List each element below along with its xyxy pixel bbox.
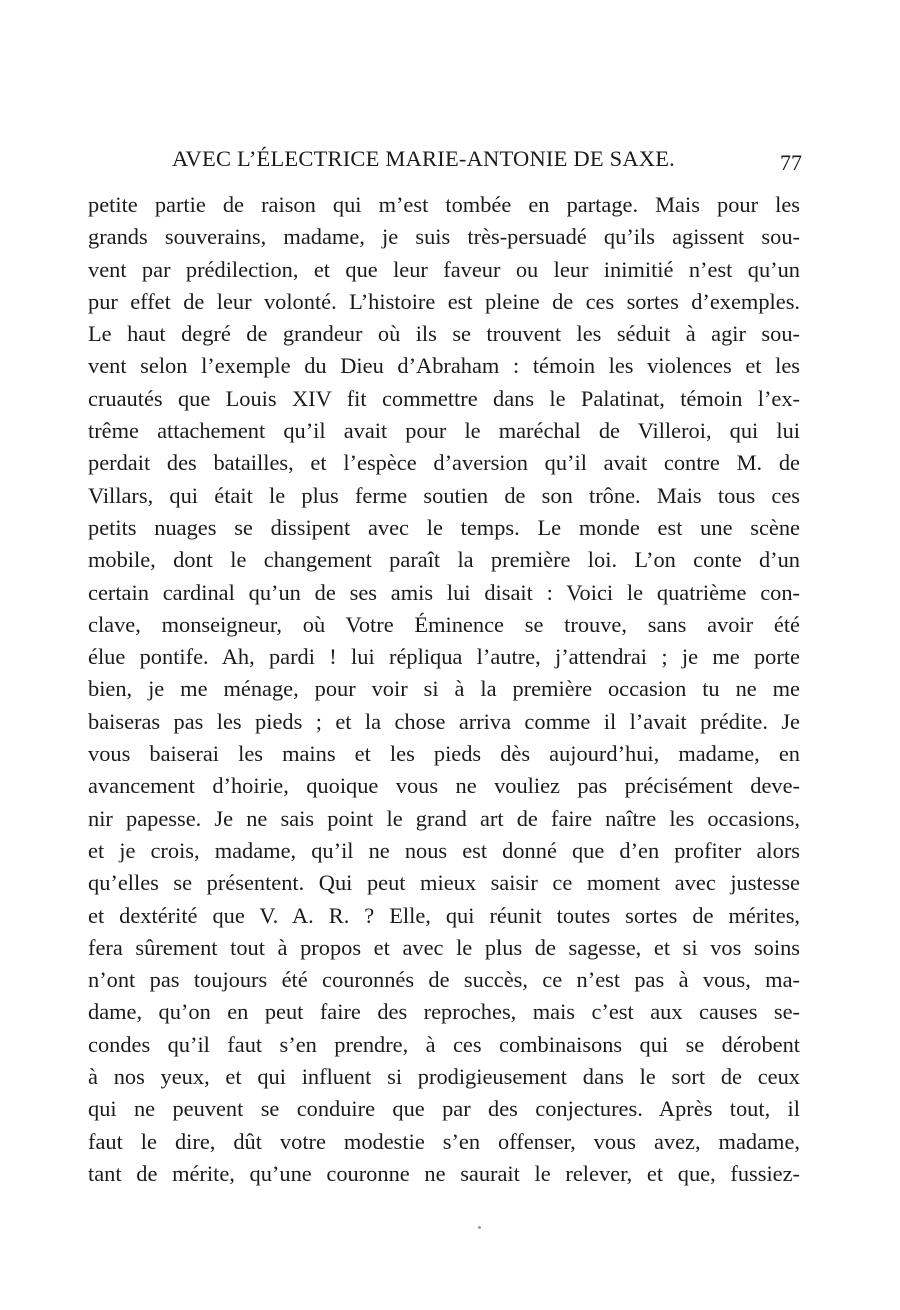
text-line: Villars, qui était le plus ferme soutien de son trône. Mais tous ces [88,482,800,508]
running-title: AVEC L’ÉLECTRICE MARIE-ANTONIE DE SAXE. [172,146,675,171]
paper-speck [478,1226,481,1229]
text-line: petits nuages se dissipent avec le temps. Le monde est une scène [88,514,800,540]
text-line: trême attachement qu’il avait pour le maréchal de Villeroi, qui lui [88,418,800,444]
text-line: dame, qu’on en peut faire des reproches, mais c’est aux causes se- [88,999,800,1025]
text-line: vent selon l’exemple du Dieu d’Abraham : témoin les violences et les [88,353,800,379]
text-line: fera sûrement tout à propos et avec le plus de sagesse, et si vos soins [88,934,800,960]
text-line: vent par prédilection, et que leur faveur ou leur inimitié n’est qu’un [88,256,800,282]
text-line: condes qu’il faut s’en prendre, à ces combinaisons qui se dérobent [88,1031,800,1057]
text-line: grands souverains, madame, je suis très-persuadé qu’ils agissent sou- [88,224,800,250]
text-line: cruautés que Louis XIV fit commettre dans le Palatinat, témoin l’ex- [88,385,800,411]
text-line: qu’elles se présentent. Qui peut mieux saisir ce moment avec justesse [88,870,800,896]
text-line: Le haut degré de grandeur où ils se trouvent les séduit à agir sou- [88,321,800,347]
text-line: qui ne peuvent se conduire que par des conjectures. Après tout, il [88,1096,800,1122]
page-number: 77 [780,150,802,175]
text-line: pur effet de leur volonté. L’histoire est pleine de ces sortes d’exemples. [88,288,800,314]
text-line: n’ont pas toujours été couronnés de succès, ce n’est pas à vous, ma- [88,967,800,993]
text-line: baiseras pas les pieds ; et la chose arriva comme il l’avait prédite. Je [88,708,800,734]
text-line: à nos yeux, et qui influent si prodigieusement dans le sort de ceux [88,1064,800,1090]
text-line: petite partie de raison qui m’est tombée en partage. Mais pour les [88,192,800,217]
text-line: perdait des batailles, et l’espèce d’aversion qu’il avait contre M. de [88,450,800,476]
text-line: tant de mérite, qu’une couronne ne saurait le relever, et que, fussiez- [88,1160,800,1186]
text-line: avancement d’hoirie, quoique vous ne vouliez pas précisément deve- [88,773,800,799]
text-line: et je crois, madame, qu’il ne nous est donné que d’en profiter alors [88,837,800,863]
text-line: nir papesse. Je ne sais point le grand art de faire naître les occasions, [88,805,800,831]
text-line: bien, je me ménage, pour voir si à la première occasion tu ne me [88,676,800,702]
text-line: certain cardinal qu’un de ses amis lui disait : Voici le quatrième con- [88,579,800,605]
text-line: mobile, dont le changement paraît la première loi. L’on conte d’un [88,547,800,573]
text-line: vous baiserai les mains et les pieds dès aujourd’hui, madame, en [88,741,800,767]
body-text [88,189,800,1190]
running-header [88,140,800,180]
text-line: élue pontife. Ah, pardi ! lui répliqua l’autre, j’attendrai ; je me porte [88,644,800,670]
text-line: et dextérité que V. A. R. ? Elle, qui réunit toutes sortes de mérites, [88,902,800,928]
text-line: faut le dire, dût votre modestie s’en offenser, vous avez, madame, [88,1128,800,1154]
text-line: clave, monseigneur, où Votre Éminence se trouve, sans avoir été [88,611,800,637]
